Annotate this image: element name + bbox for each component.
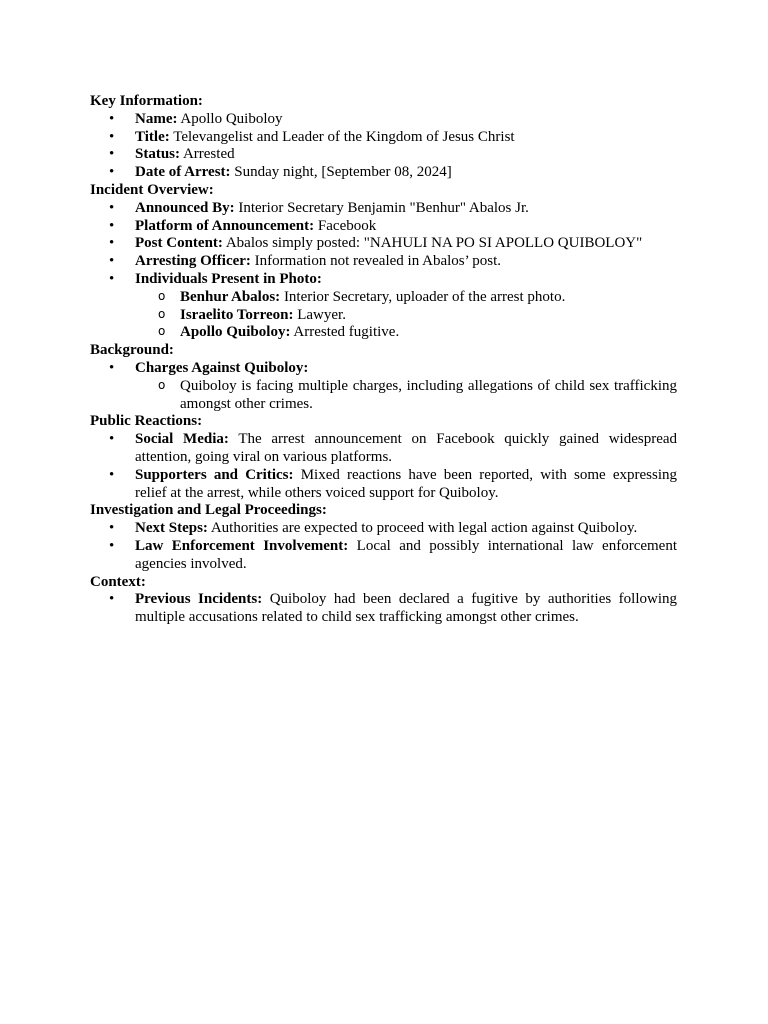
item-text: Sunday night, [September 08, 2024] [234, 164, 452, 181]
list-item [90, 218, 677, 236]
bullet-icon: • [109, 359, 115, 376]
bullet-icon: • [109, 270, 115, 287]
sub-list-item [135, 378, 677, 414]
item-text: Televangelist and Leader of the Kingdom of Jesus Christ [173, 128, 515, 145]
item-label: Status: [135, 146, 181, 163]
item-label: Benhur Abalos: [180, 288, 281, 305]
section-heading: Context: [90, 573, 146, 590]
bullet-icon: • [109, 128, 115, 145]
item-label: Next Steps: [135, 520, 208, 537]
sub-list-item [135, 307, 677, 325]
item-label: Charges Against Quiboloy: [135, 359, 309, 376]
section-investigation [90, 502, 677, 573]
bullet-icon: • [109, 110, 115, 127]
section-heading: Investigation and Legal Proceedings: [90, 502, 327, 519]
item-text: Mixed reactions have been reported, with some expressing relief at the arrest, while others voiced support for Quiboloy. [135, 466, 678, 501]
item-text: Interior Secretary, uploader of the arrest photo. [283, 288, 566, 305]
list-item [90, 129, 677, 147]
bullet-icon: • [109, 431, 115, 448]
section-incident-overview [90, 182, 677, 342]
item-label: Arresting Officer: [135, 253, 251, 270]
item-text: Arrested fugitive. [293, 324, 400, 341]
item-label: Platform of Announcement: [135, 217, 315, 234]
list-item [90, 111, 677, 129]
section-heading: Public Reactions: [90, 413, 203, 430]
item-text: Apollo Quiboloy [180, 110, 283, 127]
sub-bullet-list [135, 289, 677, 342]
bullet-icon: • [109, 253, 115, 270]
item-label: Post Content: [135, 235, 223, 252]
item-label: Name: [135, 110, 178, 127]
bullet-icon: • [109, 235, 115, 252]
item-label: Previous Incidents: [135, 591, 263, 608]
bullet-list [90, 520, 677, 573]
item-text: Quiboloy is facing multiple charges, including allegations of child sex trafficking amongst other crimes. [180, 377, 677, 412]
item-label: Individuals Present in Photo: [135, 270, 322, 287]
sub-list-item [135, 324, 677, 342]
circle-bullet-icon: o [158, 377, 166, 392]
item-label: Title: [135, 128, 170, 145]
bullet-icon: • [109, 520, 115, 537]
item-label: Apollo Quiboloy: [180, 324, 291, 341]
list-item [90, 431, 677, 467]
section-context [90, 574, 677, 627]
list-item [90, 200, 677, 218]
item-label: Israelito Torreon: [180, 306, 294, 323]
item-text: Abalos simply posted: "NAHULI NA PO SI APOLLO QUIBOLOY" [225, 235, 643, 252]
bullet-icon: • [109, 591, 115, 608]
circle-bullet-icon: o [158, 306, 166, 321]
bullet-list [90, 111, 677, 182]
list-item [90, 538, 677, 574]
list-item [90, 164, 677, 182]
bullet-list [90, 591, 677, 627]
bullet-icon: • [109, 537, 115, 554]
section-background [90, 342, 677, 413]
bullet-icon: • [109, 146, 115, 163]
item-label: Announced By: [135, 199, 235, 216]
sub-bullet-list [135, 378, 677, 414]
section-heading: Background: [90, 342, 174, 359]
bullet-icon: • [109, 466, 115, 483]
item-text: Information not revealed in Abalos’ post. [254, 253, 501, 270]
item-label: Supporters and Critics: [135, 466, 294, 483]
circle-bullet-icon: o [158, 324, 166, 339]
bullet-list [90, 200, 677, 342]
section-key-information [90, 93, 677, 182]
bullet-icon: • [109, 164, 115, 181]
list-item [90, 271, 677, 342]
list-item [90, 253, 677, 271]
item-text: Quiboloy had been declared a fugitive by authorities following multiple accusations related to child sex trafficking amongst other crimes. [135, 591, 678, 626]
list-item [90, 520, 677, 538]
item-text: Authorities are expected to proceed with legal action against Quiboloy. [210, 520, 638, 537]
section-heading: Incident Overview: [90, 181, 214, 198]
list-item [90, 360, 677, 413]
item-text: Lawyer. [297, 306, 346, 323]
list-item [90, 235, 677, 253]
item-text: Interior Secretary Benjamin "Benhur" Abalos Jr. [238, 199, 529, 216]
bullet-icon: • [109, 199, 115, 216]
item-label: Date of Arrest: [135, 164, 231, 181]
circle-bullet-icon: o [158, 288, 166, 303]
item-text: The arrest announcement on Facebook quickly gained widespread attention, going viral on various platforms. [135, 431, 678, 465]
item-text: Local and possibly international law enforcement agencies involved. [135, 537, 678, 572]
sub-list-item [135, 289, 677, 307]
list-item [90, 591, 677, 627]
item-label: Law Enforcement Involvement: [135, 537, 349, 554]
list-item [90, 146, 677, 164]
item-text: Facebook [317, 217, 377, 234]
item-label: Social Media: [135, 431, 229, 448]
item-text: Arrested [182, 146, 235, 163]
section-public-reactions [90, 413, 677, 502]
bullet-list [90, 360, 677, 413]
list-item [90, 467, 677, 503]
section-heading: Key Information: [90, 93, 203, 109]
bullet-icon: • [109, 217, 115, 234]
bullet-list [90, 431, 677, 502]
